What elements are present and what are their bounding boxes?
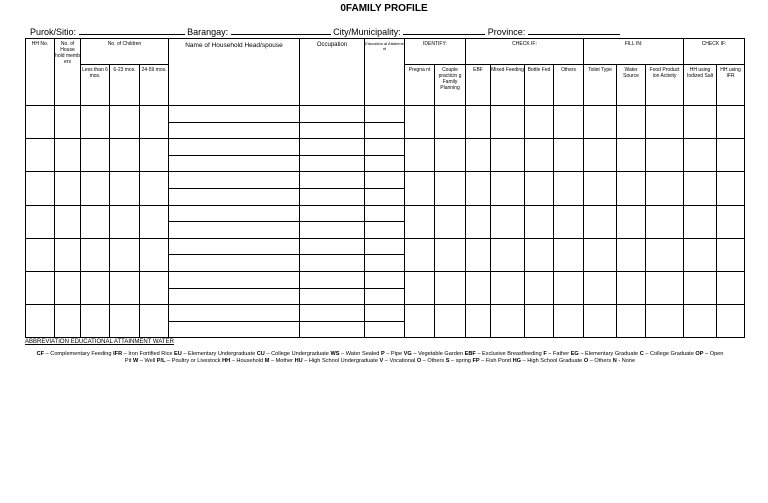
form-cell[interactable] bbox=[617, 205, 646, 238]
abbreviation-title: ABBREVIATION EDUCATIONAL ATTAINMENT WATER bbox=[25, 339, 174, 345]
form-cell[interactable] bbox=[110, 271, 140, 304]
form-cell[interactable] bbox=[169, 122, 300, 139]
city-label: City/Municipality: bbox=[333, 27, 401, 37]
form-cell[interactable] bbox=[169, 222, 300, 239]
form-cell[interactable] bbox=[525, 305, 554, 338]
form-cell[interactable] bbox=[617, 271, 646, 304]
form-cell[interactable] bbox=[584, 106, 617, 139]
form-cell[interactable] bbox=[405, 238, 435, 271]
form-cell[interactable] bbox=[717, 305, 745, 338]
header-members: No. of House hold memb ers bbox=[55, 39, 81, 106]
form-cell[interactable] bbox=[617, 238, 646, 271]
legend-meaning: – Others bbox=[588, 357, 613, 364]
form-cell[interactable] bbox=[405, 139, 435, 172]
form-cell[interactable] bbox=[554, 139, 584, 172]
form-cell[interactable] bbox=[684, 205, 717, 238]
form-cell[interactable] bbox=[300, 139, 365, 156]
form-cell[interactable] bbox=[169, 305, 300, 322]
form-cell[interactable] bbox=[405, 106, 435, 139]
form-cell[interactable] bbox=[491, 238, 525, 271]
form-cell[interactable] bbox=[300, 106, 365, 123]
legend-meaning: – Exclusive Breastfeeding bbox=[475, 351, 544, 357]
table-row bbox=[26, 205, 745, 222]
form-cell[interactable] bbox=[365, 255, 405, 272]
header-bottle: Bottle Fed bbox=[525, 65, 554, 106]
form-cell[interactable] bbox=[365, 305, 405, 322]
form-cell[interactable] bbox=[584, 139, 617, 172]
form-cell[interactable] bbox=[169, 188, 300, 205]
form-cell[interactable] bbox=[26, 271, 55, 304]
legend-meaning: – College Graduate bbox=[643, 351, 696, 357]
form-cell[interactable] bbox=[405, 271, 435, 304]
legend-code: C bbox=[639, 351, 644, 357]
form-cell[interactable] bbox=[525, 271, 554, 304]
form-cell[interactable] bbox=[466, 271, 491, 304]
legend-code: HG bbox=[512, 357, 521, 364]
form-cell[interactable] bbox=[525, 238, 554, 271]
location-row bbox=[30, 26, 620, 37]
legend-meaning: – High School Graduate bbox=[521, 357, 584, 364]
form-cell[interactable] bbox=[717, 106, 745, 139]
form-cell[interactable] bbox=[81, 205, 110, 238]
form-cell[interactable] bbox=[554, 305, 584, 338]
city-field[interactable] bbox=[403, 26, 485, 35]
legend-meaning: – Vocational bbox=[383, 357, 417, 364]
form-cell[interactable] bbox=[169, 255, 300, 272]
legend-meaning: – Vegetable Garden bbox=[411, 351, 465, 357]
header-pregnant: Pregna nt bbox=[405, 65, 435, 106]
form-cell[interactable] bbox=[365, 205, 405, 222]
form-cell[interactable] bbox=[140, 139, 169, 172]
form-cell[interactable] bbox=[466, 172, 491, 205]
table-row bbox=[26, 271, 745, 288]
form-cell[interactable] bbox=[55, 238, 81, 271]
form-cell[interactable] bbox=[110, 205, 140, 238]
form-cell[interactable] bbox=[169, 106, 300, 123]
form-cell[interactable] bbox=[26, 238, 55, 271]
header-6-23: 6-23 mos. bbox=[110, 65, 140, 106]
header-ebf: EBF bbox=[466, 65, 491, 106]
legend-meaning: – spring bbox=[449, 357, 473, 364]
header-children: No. of Children bbox=[81, 39, 169, 65]
form-cell[interactable] bbox=[584, 205, 617, 238]
header-water: Water Source bbox=[617, 65, 646, 106]
form-cell[interactable] bbox=[300, 238, 365, 255]
form-cell[interactable] bbox=[684, 271, 717, 304]
form-cell[interactable] bbox=[169, 271, 300, 288]
legend-meaning: – Well bbox=[138, 357, 157, 364]
form-cell[interactable] bbox=[140, 305, 169, 338]
legend-code: W bbox=[132, 357, 139, 364]
form-cell[interactable] bbox=[110, 238, 140, 271]
table-row bbox=[26, 139, 745, 156]
form-cell[interactable] bbox=[717, 271, 745, 304]
legend-code: O bbox=[416, 357, 422, 364]
legend-code: N bbox=[612, 357, 617, 364]
form-cell[interactable] bbox=[525, 172, 554, 205]
form-cell[interactable] bbox=[55, 205, 81, 238]
form-cell[interactable] bbox=[365, 188, 405, 205]
table-row bbox=[26, 172, 745, 189]
form-cell[interactable] bbox=[140, 271, 169, 304]
legend-meaning: – Open Pit bbox=[124, 351, 724, 364]
form-cell[interactable] bbox=[554, 271, 584, 304]
legend-code: EG bbox=[570, 351, 579, 357]
form-cell[interactable] bbox=[300, 155, 365, 172]
legend-meaning: – Poultry or Livestock bbox=[165, 357, 223, 364]
form-cell[interactable] bbox=[300, 222, 365, 239]
form-cell[interactable] bbox=[365, 222, 405, 239]
form-cell[interactable] bbox=[617, 106, 646, 139]
legend-meaning: – Household bbox=[230, 357, 265, 364]
form-cell[interactable] bbox=[525, 106, 554, 139]
form-cell[interactable] bbox=[81, 139, 110, 172]
form-cell[interactable] bbox=[554, 238, 584, 271]
form-cell[interactable] bbox=[140, 238, 169, 271]
form-cell[interactable] bbox=[365, 321, 405, 338]
form-cell[interactable] bbox=[717, 205, 745, 238]
form-cell[interactable] bbox=[81, 172, 110, 205]
form-cell[interactable] bbox=[435, 271, 466, 304]
header-food: Food Product ion Activity bbox=[646, 65, 684, 106]
legend-code: CU bbox=[256, 351, 265, 357]
form-cell[interactable] bbox=[300, 122, 365, 139]
form-cell[interactable] bbox=[300, 305, 365, 322]
header-check-if: CHECK IF: bbox=[466, 39, 584, 65]
form-cell[interactable] bbox=[466, 238, 491, 271]
legend-meaning: – Fish Pond bbox=[479, 357, 513, 364]
form-cell[interactable] bbox=[717, 172, 745, 205]
form-cell[interactable] bbox=[81, 271, 110, 304]
header-fill-in: FILL IN: bbox=[584, 39, 684, 65]
header-couple: Couple practicin g Family Planning bbox=[435, 65, 466, 106]
header-identify: IDENTIFY: bbox=[405, 39, 466, 65]
form-cell[interactable] bbox=[584, 238, 617, 271]
legend-code: P bbox=[380, 351, 385, 357]
legend-code: O bbox=[583, 357, 589, 364]
legend-meaning: – Mother bbox=[269, 357, 295, 364]
legend-meaning: – Elementary Graduate bbox=[578, 351, 640, 357]
legend-meaning: – Complementary Feeding bbox=[44, 351, 114, 357]
form-cell[interactable] bbox=[617, 139, 646, 172]
form-cell[interactable] bbox=[140, 106, 169, 139]
legend-code: FP bbox=[472, 357, 480, 364]
form-cell[interactable] bbox=[169, 172, 300, 189]
header-ifr: HH using IFR bbox=[717, 65, 745, 106]
form-cell[interactable] bbox=[110, 139, 140, 172]
page-title: 0FAMILY PROFILE bbox=[340, 3, 428, 14]
purok-field[interactable] bbox=[79, 26, 185, 35]
form-cell[interactable] bbox=[491, 106, 525, 139]
form-cell[interactable] bbox=[300, 255, 365, 272]
form-cell[interactable] bbox=[584, 172, 617, 205]
legend-code: HH bbox=[222, 357, 231, 364]
legend-code: OP bbox=[695, 351, 704, 357]
form-cell[interactable] bbox=[684, 172, 717, 205]
form-cell[interactable] bbox=[554, 106, 584, 139]
legend-meaning: – Father bbox=[546, 351, 571, 357]
form-cell[interactable] bbox=[617, 305, 646, 338]
form-cell[interactable] bbox=[300, 271, 365, 288]
form-cell[interactable] bbox=[55, 305, 81, 338]
barangay-field[interactable] bbox=[231, 26, 331, 35]
form-cell[interactable] bbox=[81, 305, 110, 338]
form-cell[interactable] bbox=[525, 139, 554, 172]
legend-code: M bbox=[264, 357, 270, 364]
header-24-59: 24-59 mos. bbox=[140, 65, 169, 106]
header-others: Others bbox=[554, 65, 584, 106]
form-cell[interactable] bbox=[646, 238, 684, 271]
legend-code: CF bbox=[36, 351, 45, 357]
header-check-if-2: CHECK IF: bbox=[684, 39, 745, 65]
header-hh-no: HH No. bbox=[26, 39, 55, 106]
table-body bbox=[26, 106, 745, 338]
form-cell[interactable] bbox=[466, 139, 491, 172]
legend-code: V bbox=[379, 357, 384, 364]
form-cell[interactable] bbox=[300, 288, 365, 305]
form-cell[interactable] bbox=[491, 271, 525, 304]
legend-meaning: – High School Undergraduate bbox=[302, 357, 380, 364]
header-toilet: Toilet Type bbox=[584, 65, 617, 106]
form-cell[interactable] bbox=[491, 305, 525, 338]
header-iodized: HH using Iodized Salt bbox=[684, 65, 717, 106]
barangay-label: Barangay: bbox=[187, 27, 229, 37]
form-cell[interactable] bbox=[405, 172, 435, 205]
form-cell[interactable] bbox=[110, 106, 140, 139]
header-less-6: Less than 6 mos. bbox=[81, 65, 110, 106]
form-cell[interactable] bbox=[584, 271, 617, 304]
table-row bbox=[26, 106, 745, 123]
form-cell[interactable] bbox=[646, 205, 684, 238]
form-cell[interactable] bbox=[466, 106, 491, 139]
form-cell[interactable] bbox=[169, 205, 300, 222]
form-cell[interactable] bbox=[435, 305, 466, 338]
legend-code: EBF bbox=[464, 351, 476, 357]
legend-code: EU bbox=[174, 351, 182, 357]
legend-code: S bbox=[445, 357, 450, 364]
form-cell[interactable] bbox=[435, 106, 466, 139]
form-cell[interactable] bbox=[169, 321, 300, 338]
legend-meaning: – Elementary Undergraduate bbox=[181, 351, 257, 357]
legend-code: IFR bbox=[113, 351, 123, 357]
legend-code: P/L bbox=[156, 357, 166, 364]
form-cell[interactable] bbox=[617, 172, 646, 205]
form-cell[interactable] bbox=[26, 106, 55, 139]
header-mixed: Mixed Feeding bbox=[491, 65, 525, 106]
form-cell[interactable] bbox=[684, 305, 717, 338]
form-cell[interactable] bbox=[405, 205, 435, 238]
form-cell[interactable] bbox=[435, 238, 466, 271]
form-cell[interactable] bbox=[435, 139, 466, 172]
form-cell[interactable] bbox=[55, 271, 81, 304]
form-cell[interactable] bbox=[26, 139, 55, 172]
form-cell[interactable] bbox=[584, 305, 617, 338]
header-name: Name of Household Head/spouse bbox=[169, 39, 300, 106]
purok-label: Purok/Sitio: bbox=[30, 27, 77, 37]
form-cell[interactable] bbox=[169, 288, 300, 305]
form-cell[interactable] bbox=[365, 139, 405, 156]
form-cell[interactable] bbox=[55, 172, 81, 205]
province-field[interactable] bbox=[528, 26, 620, 35]
form-cell[interactable] bbox=[140, 205, 169, 238]
form-cell[interactable] bbox=[646, 271, 684, 304]
table-row bbox=[26, 305, 745, 322]
form-cell[interactable] bbox=[646, 139, 684, 172]
form-cell[interactable] bbox=[365, 238, 405, 255]
form-cell[interactable] bbox=[26, 172, 55, 205]
legend-meaning: – Pipe bbox=[384, 351, 404, 357]
form-cell[interactable] bbox=[684, 139, 717, 172]
legend-meaning: – Iron Fortified Rice bbox=[122, 351, 175, 357]
form-cell[interactable] bbox=[365, 122, 405, 139]
form-cell[interactable] bbox=[26, 305, 55, 338]
legend-code: F bbox=[543, 351, 547, 357]
form-cell[interactable] bbox=[55, 106, 81, 139]
legend-meaning: - None bbox=[616, 357, 636, 364]
form-cell[interactable] bbox=[55, 139, 81, 172]
form-cell[interactable] bbox=[110, 172, 140, 205]
form-cell[interactable] bbox=[554, 172, 584, 205]
form-cell[interactable] bbox=[717, 139, 745, 172]
form-cell[interactable] bbox=[435, 172, 466, 205]
header-occupation: Occupation bbox=[300, 39, 365, 106]
form-cell[interactable] bbox=[300, 205, 365, 222]
form-cell[interactable] bbox=[525, 205, 554, 238]
form-cell[interactable] bbox=[365, 106, 405, 123]
form-cell[interactable] bbox=[81, 238, 110, 271]
form-cell[interactable] bbox=[26, 205, 55, 238]
form-cell[interactable] bbox=[684, 238, 717, 271]
form-cell[interactable] bbox=[646, 305, 684, 338]
form-cell[interactable] bbox=[140, 172, 169, 205]
form-cell[interactable] bbox=[435, 205, 466, 238]
legend-code: HU bbox=[294, 357, 303, 364]
legend-meaning: – Others bbox=[421, 357, 446, 364]
form-cell[interactable] bbox=[405, 305, 435, 338]
form-cell[interactable] bbox=[491, 172, 525, 205]
form-cell[interactable] bbox=[110, 305, 140, 338]
form-cell[interactable] bbox=[646, 106, 684, 139]
form-cell[interactable] bbox=[491, 139, 525, 172]
legend-meaning: – Water Sealed bbox=[339, 351, 381, 357]
form-cell[interactable] bbox=[365, 155, 405, 172]
form-cell[interactable] bbox=[466, 305, 491, 338]
legend-code: VG bbox=[403, 351, 412, 357]
legend-meaning: – College Undergraduate bbox=[264, 351, 331, 357]
form-cell[interactable] bbox=[491, 205, 525, 238]
form-cell[interactable] bbox=[365, 172, 405, 189]
form-cell[interactable] bbox=[717, 238, 745, 271]
abbreviation-legend bbox=[35, 351, 725, 364]
table-row bbox=[26, 238, 745, 255]
form-cell[interactable] bbox=[554, 205, 584, 238]
form-cell[interactable] bbox=[169, 139, 300, 156]
form-cell[interactable] bbox=[684, 106, 717, 139]
legend-code: WS bbox=[330, 351, 340, 357]
province-label: Province: bbox=[487, 27, 526, 37]
family-profile-table bbox=[25, 38, 745, 338]
form-cell[interactable] bbox=[365, 271, 405, 288]
form-cell[interactable] bbox=[300, 321, 365, 338]
header-education: Education al Attainme nt bbox=[365, 39, 405, 106]
form-cell[interactable] bbox=[300, 172, 365, 189]
form-cell[interactable] bbox=[169, 238, 300, 255]
form-cell[interactable] bbox=[466, 205, 491, 238]
form-cell[interactable] bbox=[300, 188, 365, 205]
form-cell[interactable] bbox=[365, 288, 405, 305]
form-cell[interactable] bbox=[646, 172, 684, 205]
form-cell[interactable] bbox=[81, 106, 110, 139]
form-cell[interactable] bbox=[169, 155, 300, 172]
